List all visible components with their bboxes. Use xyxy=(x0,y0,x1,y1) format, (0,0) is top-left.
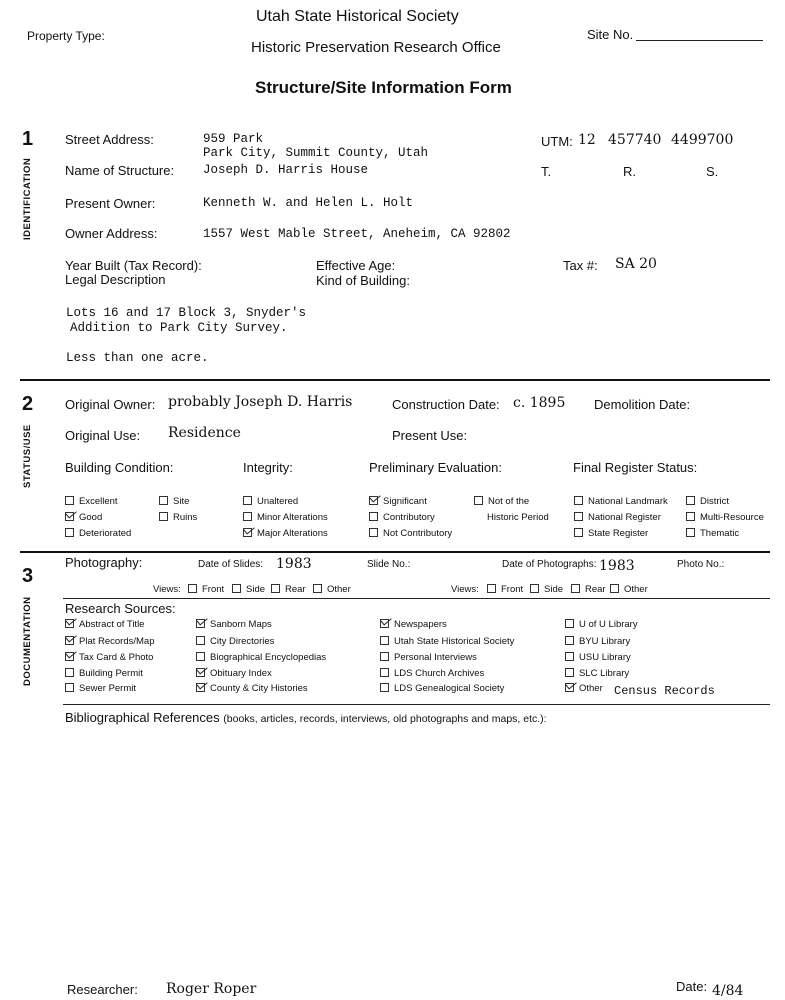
researcher-value: Roger Roper xyxy=(166,981,257,997)
photography-divider xyxy=(63,598,770,599)
researcher-label: Researcher: xyxy=(67,982,138,997)
sanborn-maps-checkbox[interactable] xyxy=(196,619,272,630)
building-permit-checkbox[interactable] xyxy=(65,668,143,679)
u-of-u-library-label: U of U Library xyxy=(579,619,638,630)
national-register-label: National Register xyxy=(588,512,661,523)
ruins-label: Ruins xyxy=(173,512,198,523)
owner-address-value: 1557 West Mable Street, Aneheim, CA 92802 xyxy=(203,227,511,241)
minor-alterations-label: Minor Alterations xyxy=(257,512,328,523)
ruins-checkbox[interactable] xyxy=(159,512,197,523)
street-address-line2: Park City, Summit County, Utah xyxy=(203,146,429,160)
sewer-permit-label: Sewer Permit xyxy=(79,683,137,694)
not-contributory-checkbox[interactable] xyxy=(369,528,452,539)
photo-view-rear-checkbox[interactable] xyxy=(571,584,606,595)
national-landmark-checkbox[interactable] xyxy=(574,496,668,507)
contributory-label: Contributory xyxy=(383,512,435,523)
building-condition-label: Building Condition: xyxy=(65,460,174,475)
excellent-label: Excellent xyxy=(79,496,118,507)
section-1-number: 1 xyxy=(22,128,34,150)
original-owner-label: Original Owner: xyxy=(65,397,156,412)
slc-library-checkbox[interactable] xyxy=(565,668,629,679)
slide-no-label: Slide No.: xyxy=(367,559,411,570)
state-register-checkbox[interactable] xyxy=(574,528,648,539)
structure-name-value: Joseph D. Harris House xyxy=(203,163,369,177)
slide-view-front-checkbox[interactable] xyxy=(188,584,224,595)
slide-view-other-label: Other xyxy=(327,584,351,595)
legal-description-line3: Less than one acre. xyxy=(66,351,209,365)
section-label: S. xyxy=(706,164,719,179)
slc-library-label: SLC Library xyxy=(579,668,630,679)
significant-label: Significant xyxy=(383,496,427,507)
photo-view-front-checkbox[interactable] xyxy=(487,584,523,595)
newspapers-checkbox[interactable] xyxy=(380,619,447,630)
city-directories-checkbox[interactable] xyxy=(196,636,274,647)
photo-no-label: Photo No.: xyxy=(677,559,725,570)
obituary-index-label: Obituary Index xyxy=(210,668,272,679)
section-3-side-label: DOCUMENTATION xyxy=(22,596,33,686)
biographical-encyclopedias-label: Biographical Encyclopedias xyxy=(210,652,327,663)
deteriorated-checkbox[interactable] xyxy=(65,528,131,539)
thematic-checkbox[interactable] xyxy=(686,528,739,539)
photographs-date-value: 1983 xyxy=(599,558,635,574)
range-label: R. xyxy=(623,164,636,179)
section-2-number: 2 xyxy=(22,393,34,415)
lds-church-archives-label: LDS Church Archives xyxy=(394,668,485,679)
kind-of-building-label: Kind of Building: xyxy=(316,273,410,288)
effective-age-label: Effective Age: xyxy=(316,258,396,273)
unaltered-checkbox[interactable] xyxy=(243,496,298,507)
photo-view-other-checkbox[interactable] xyxy=(610,584,648,595)
site-label: Site xyxy=(173,496,190,507)
photo-view-side-label: Side xyxy=(544,584,564,595)
national-register-checkbox[interactable] xyxy=(574,512,661,523)
obituary-index-checkbox[interactable] xyxy=(196,668,272,679)
date-value: 4/84 xyxy=(712,983,744,999)
deteriorated-label: Deteriorated xyxy=(79,528,132,539)
tax-card-checkbox[interactable] xyxy=(65,652,153,663)
original-owner-value: probably Joseph D. Harris xyxy=(168,394,353,410)
historic-period-label: Historic Period xyxy=(487,512,549,523)
slide-view-rear-checkbox[interactable] xyxy=(271,584,306,595)
site-no-label: Site No. xyxy=(587,27,634,42)
biographical-encyclopedias-checkbox[interactable] xyxy=(196,652,326,663)
slide-view-side-label: Side xyxy=(246,584,266,595)
photo-view-side-checkbox[interactable] xyxy=(530,584,563,595)
photo-view-rear-label: Rear xyxy=(585,584,606,595)
tax-number-label: Tax #: xyxy=(563,258,598,273)
good-checkbox[interactable] xyxy=(65,512,102,523)
demolition-date-label: Demolition Date: xyxy=(594,397,691,412)
photo-view-front-label: Front xyxy=(501,584,524,595)
slides-date-label: Date of Slides: xyxy=(198,559,264,570)
section-2-side-label: STATUS/USE xyxy=(22,424,33,488)
street-address-line1: 959 Park xyxy=(203,132,264,146)
thematic-label: Thematic xyxy=(700,528,740,539)
building-permit-label: Building Permit xyxy=(79,668,143,679)
not-of-historic-period-checkbox[interactable] xyxy=(474,496,529,507)
original-use-label: Original Use: xyxy=(65,428,141,443)
district-label: District xyxy=(700,496,730,507)
u-of-u-library-checkbox[interactable] xyxy=(565,619,638,630)
excellent-checkbox[interactable] xyxy=(65,496,118,507)
personal-interviews-label: Personal Interviews xyxy=(394,652,477,663)
contributory-checkbox[interactable] xyxy=(369,512,435,523)
usu-library-checkbox[interactable] xyxy=(565,652,631,663)
lds-genealogical-society-checkbox[interactable] xyxy=(380,683,504,694)
county-city-histories-checkbox[interactable] xyxy=(196,683,308,694)
other-source-label: Other xyxy=(579,683,603,694)
year-built-label: Year Built (Tax Record): xyxy=(65,258,202,273)
utm-easting: 457740 xyxy=(608,132,662,148)
property-type-label: Property Type: xyxy=(27,29,105,43)
lds-genealogical-society-label: LDS Genealogical Society xyxy=(394,683,505,694)
research-sources-label: Research Sources: xyxy=(65,601,176,616)
other-source-checkbox[interactable] xyxy=(565,683,603,694)
construction-date-value: c. 1895 xyxy=(513,395,566,411)
slide-view-rear-label: Rear xyxy=(285,584,306,595)
slide-views-label: Views: xyxy=(153,584,181,595)
section-1-side-label: IDENTIFICATION xyxy=(22,157,33,240)
final-register-label: Final Register Status: xyxy=(573,460,698,475)
sanborn-maps-label: Sanborn Maps xyxy=(210,619,272,630)
abstract-of-title-label: Abstract of Title xyxy=(79,619,145,630)
significant-checkbox[interactable] xyxy=(369,496,427,507)
structure-name-label: Name of Structure: xyxy=(65,163,175,178)
utm-label: UTM: xyxy=(541,134,573,149)
good-label: Good xyxy=(79,512,103,523)
utah-state-historical-society-checkbox[interactable] xyxy=(380,636,514,647)
utah-state-historical-society-label: Utah State Historical Society xyxy=(394,636,515,647)
section-divider-2 xyxy=(20,551,770,553)
sewer-permit-checkbox[interactable] xyxy=(65,683,136,694)
date-label: Date: xyxy=(676,979,708,994)
multi-resource-label: Multi-Resource xyxy=(700,512,764,523)
other-source-value: Census Records xyxy=(614,684,715,698)
national-landmark-label: National Landmark xyxy=(588,496,668,507)
biblio-note: (books, articles, records, interviews, old photographs and maps, etc.): xyxy=(223,713,547,725)
photographs-date-label: Date of Photographs: xyxy=(502,559,597,570)
research-divider xyxy=(63,704,770,705)
construction-date-label: Construction Date: xyxy=(392,397,500,412)
tax-number-value: SA 20 xyxy=(615,256,657,272)
original-use-value: Residence xyxy=(168,425,241,441)
plat-records-checkbox[interactable] xyxy=(65,636,155,647)
biblio-title: Bibliographical References xyxy=(65,710,220,725)
preliminary-evaluation-label: Preliminary Evaluation: xyxy=(369,460,502,475)
plat-records-label: Plat Records/Map xyxy=(79,636,155,647)
present-use-label: Present Use: xyxy=(392,428,468,443)
major-alterations-label: Major Alterations xyxy=(257,528,328,539)
legal-description-label: Legal Description xyxy=(65,272,166,287)
slide-view-front-label: Front xyxy=(202,584,225,595)
township-label: T. xyxy=(541,164,552,179)
abstract-of-title-checkbox[interactable] xyxy=(65,619,144,630)
photography-label: Photography: xyxy=(65,555,143,570)
unaltered-label: Unaltered xyxy=(257,496,299,507)
present-owner-value: Kenneth W. and Helen L. Holt xyxy=(203,196,414,210)
newspapers-label: Newspapers xyxy=(394,619,447,630)
slide-view-side-checkbox[interactable] xyxy=(232,584,265,595)
photo-views-label: Views: xyxy=(451,584,479,595)
owner-address-label: Owner Address: xyxy=(65,226,158,241)
city-directories-label: City Directories xyxy=(210,636,275,647)
section-divider-1 xyxy=(20,379,770,381)
form-title: Structure/Site Information Form xyxy=(255,78,512,97)
byu-library-label: BYU Library xyxy=(579,636,631,647)
multi-resource-checkbox[interactable] xyxy=(686,512,764,523)
legal-description-line1: Lots 16 and 17 Block 3, Snyder's xyxy=(66,306,307,320)
byu-library-checkbox[interactable] xyxy=(565,636,630,647)
section-3-number: 3 xyxy=(22,565,34,587)
minor-alterations-checkbox[interactable] xyxy=(243,512,328,523)
integrity-label: Integrity: xyxy=(243,460,293,475)
present-owner-label: Present Owner: xyxy=(65,196,156,211)
utm-zone: 12 xyxy=(578,132,596,148)
usu-library-label: USU Library xyxy=(579,652,631,663)
site-no-field[interactable] xyxy=(636,40,763,41)
street-address-label: Street Address: xyxy=(65,132,154,147)
major-alterations-checkbox[interactable] xyxy=(243,528,328,539)
tax-card-label: Tax Card & Photo xyxy=(79,652,154,663)
photo-view-other-label: Other xyxy=(624,584,648,595)
county-city-histories-label: County & City Histories xyxy=(210,683,308,694)
slides-date-value: 1983 xyxy=(276,556,312,572)
site-checkbox[interactable] xyxy=(159,496,189,507)
legal-description-line2: Addition to Park City Survey. xyxy=(70,321,288,335)
not-contributory-label: Not Contributory xyxy=(383,528,453,539)
lds-church-archives-checkbox[interactable] xyxy=(380,668,484,679)
utm-northing: 4499700 xyxy=(671,132,734,148)
bibliographical-references-label xyxy=(65,710,547,725)
not-of-the-label: Not of the xyxy=(488,496,530,507)
personal-interviews-checkbox[interactable] xyxy=(380,652,477,663)
org-name: Utah State Historical Society xyxy=(256,8,459,25)
office-name: Historic Preservation Research Office xyxy=(251,39,501,56)
district-checkbox[interactable] xyxy=(686,496,729,507)
state-register-label: State Register xyxy=(588,528,649,539)
slide-view-other-checkbox[interactable] xyxy=(313,584,351,595)
